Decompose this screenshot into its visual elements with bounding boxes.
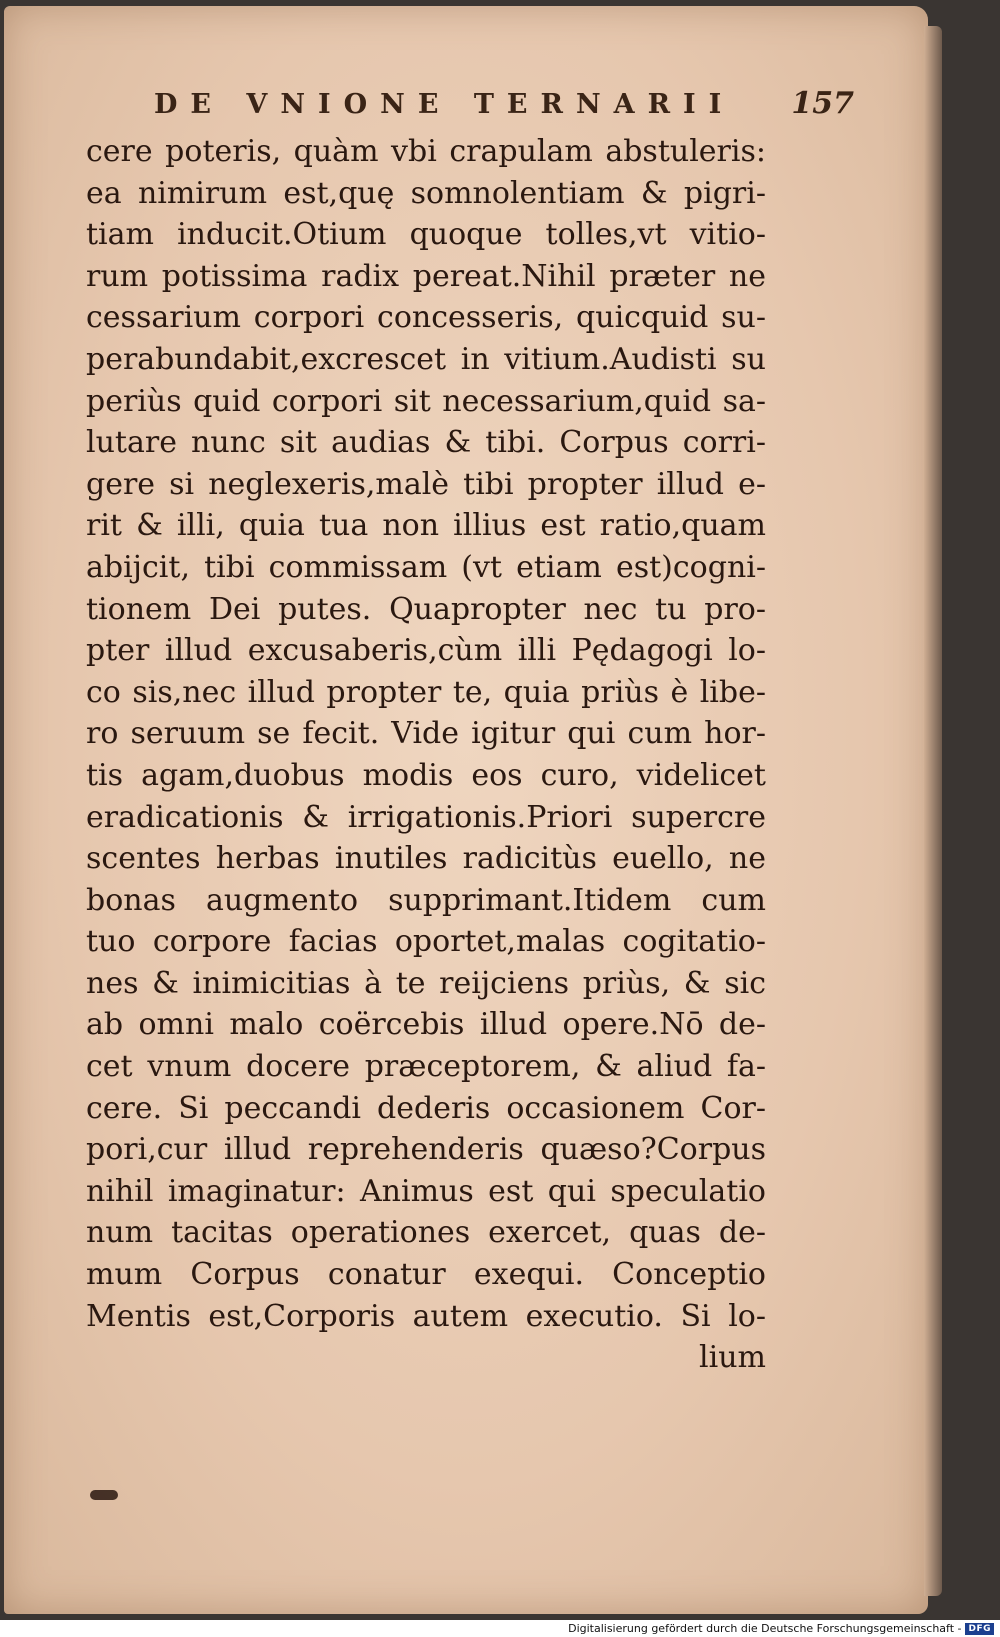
text-line: nes & inimicitias à te reijciens priùs, & sic <box>86 965 766 1001</box>
text-line: cessarium corpori concesseris, quicquid su- <box>86 300 766 336</box>
text-line: perabundabit,excrescet in vitium.Audisti su <box>86 341 766 377</box>
text-line: cet vnum docere præceptorem, & aliud fa- <box>86 1049 766 1085</box>
text-line: ro seruum se fecit. Vide igitur qui cum hor- <box>86 716 766 752</box>
digitization-credit <box>568 1620 994 1637</box>
text-line: tuo corpore facias oportet,malas cogitatio- <box>86 924 766 960</box>
ink-mark <box>90 1490 118 1500</box>
running-head <box>154 86 854 121</box>
credit-text: Digitalisierung gefördert durch die Deutsche Forschungsgemeinschaft - <box>568 1622 962 1635</box>
running-title: DE VNIONE TERNARII <box>154 89 735 120</box>
page-number: 157 <box>791 86 854 121</box>
text-line: num tacitas operationes exercet, quas de- <box>86 1215 766 1251</box>
text-line: gere si neglexeris,malè tibi propter illud e- <box>86 466 766 502</box>
book-page <box>4 6 928 1614</box>
page-edge <box>924 26 942 1596</box>
text-line: Mentis est,Corporis autem executio. Si lo- <box>86 1298 766 1334</box>
text-line: rit & illi, quia tua non illius est ratio,quam <box>86 508 766 544</box>
text-line: scentes herbas inutiles radicitùs euello, ne <box>86 841 766 877</box>
text-line: mum Corpus conatur exequi. Conceptio <box>86 1257 766 1293</box>
text-line: tis agam,duobus modis eos curo, videlicet <box>86 757 766 793</box>
text-line: nihil imaginatur: Animus est qui speculatio <box>86 1173 766 1209</box>
dfg-logo: DFG <box>965 1623 994 1635</box>
text-line: bonas augmento supprimant.Itidem cum <box>86 882 766 918</box>
text-line: lutare nunc sit audias & tibi. Corpus corri- <box>86 425 766 461</box>
text-line: co sis,nec illud propter te, quia priùs è libe- <box>86 674 766 710</box>
text-line: pter illud excusaberis,cùm illi Pędagogi lo- <box>86 633 766 669</box>
text-line: tiam inducit.Otium quoque tolles,vt vitio- <box>86 217 766 253</box>
text-line: cere poteris, quàm vbi crapulam abstuleris: <box>86 134 766 169</box>
text-line: ab omni malo coërcebis illud opere.Nō de- <box>86 1007 766 1043</box>
text-line: pori,cur illud reprehenderis quæso?Corpus <box>86 1132 766 1168</box>
text-line: ea nimirum est,quę somnolentiam & pigri- <box>86 175 766 211</box>
text-line: abijcit, tibi commissam (vt etiam est)cogni- <box>86 549 766 585</box>
text-line: rum potissima radix pereat.Nihil præter ne <box>86 258 766 294</box>
text-block <box>86 131 766 1379</box>
text-line: tionem Dei putes. Quapropter nec tu pro- <box>86 591 766 627</box>
catchword: lium <box>699 1340 766 1376</box>
text-line: eradicationis & irrigationis.Priori supercre <box>86 799 766 835</box>
text-line: cere. Si peccandi dederis occasionem Cor- <box>86 1090 766 1126</box>
text-line: periùs quid corpori sit necessarium,quid sa- <box>86 383 766 419</box>
